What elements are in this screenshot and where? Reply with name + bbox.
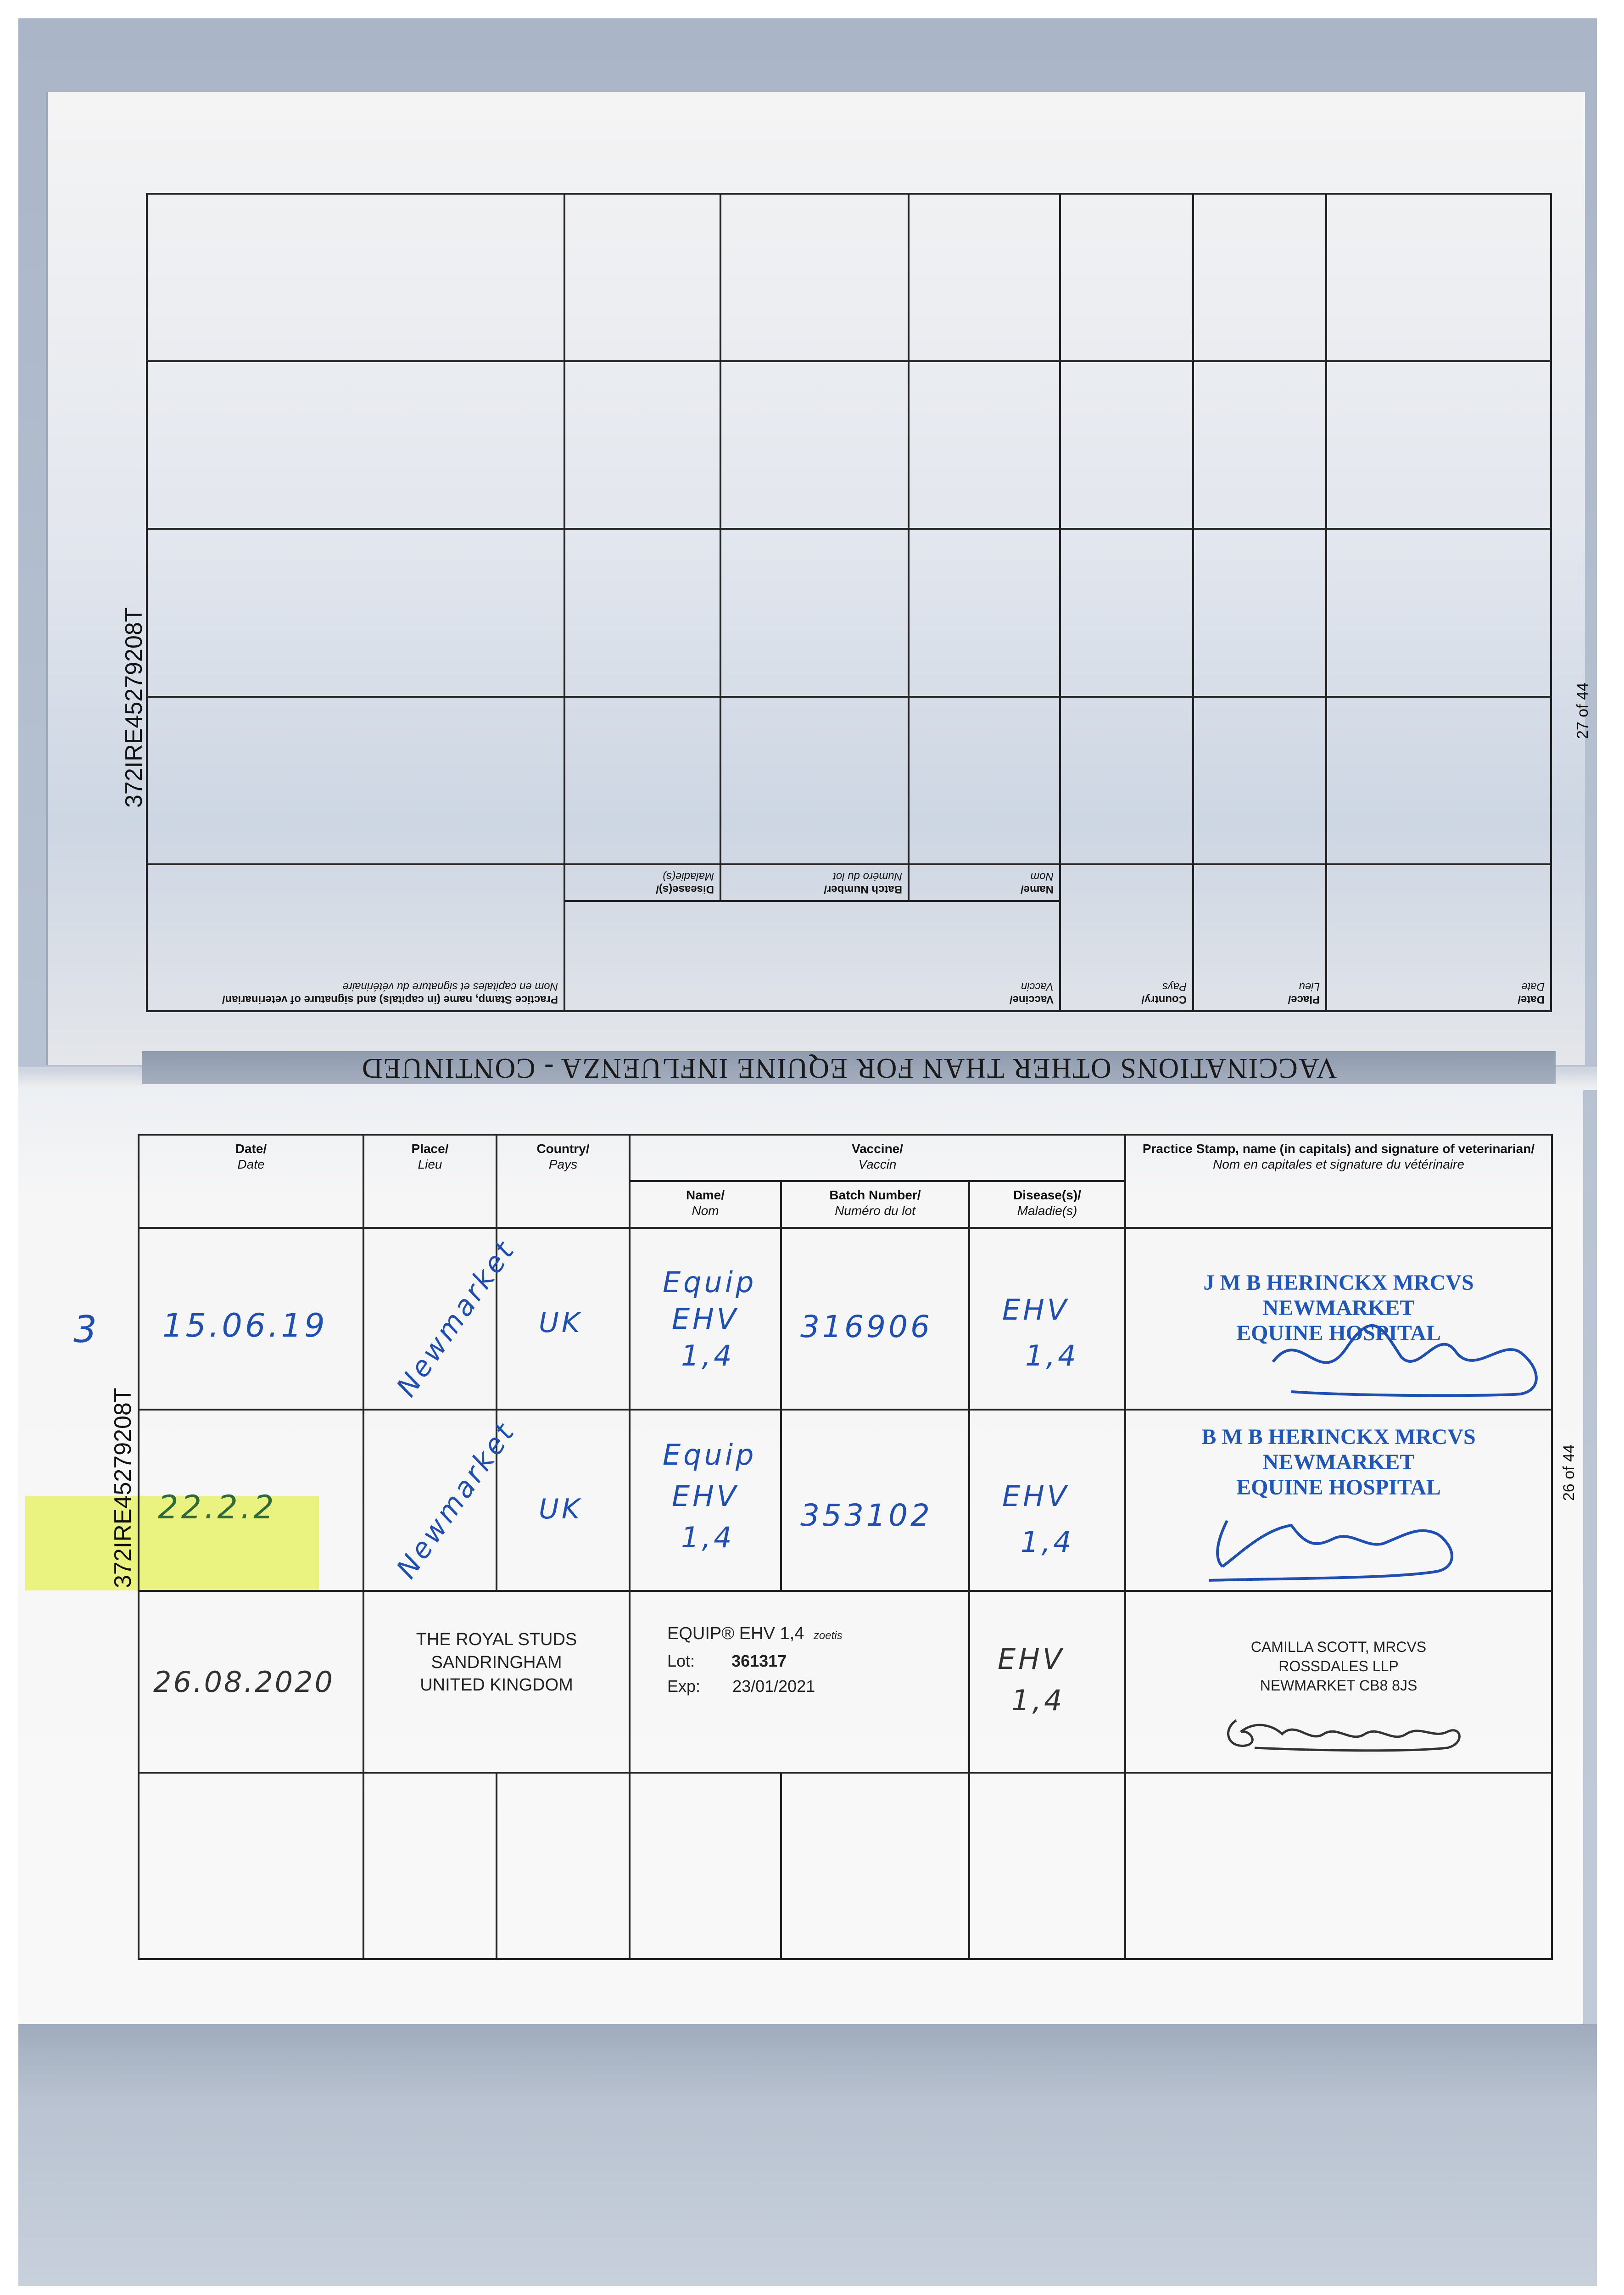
table-row [139, 1773, 1552, 1959]
stamp-cell [1125, 1228, 1552, 1410]
disease-header: Disease(s)/ Maladie(s) [969, 1181, 1125, 1227]
upper-vaccination-table [148, 193, 1552, 1012]
disease-cell [969, 1228, 1125, 1410]
batch-cell [781, 1410, 969, 1591]
vaccine-name-cell [630, 1228, 781, 1410]
exp-line [667, 1677, 815, 1696]
place-value: Newmarket [390, 1415, 522, 1584]
vaccine-label-cell [630, 1591, 969, 1773]
place-value: Newmarket [390, 1234, 522, 1403]
lower-passport-code: 372IRE45279208T [110, 1388, 136, 1588]
date-value: 22.2.2 [158, 1488, 277, 1526]
disease-cell [969, 1591, 1125, 1773]
vaccine-name-cell [630, 1410, 781, 1591]
stamp-cell [1125, 1410, 1552, 1591]
upper-batch-header: Batch Number/ Numéro du lot [720, 864, 909, 901]
date-cell [139, 1591, 363, 1773]
country-value: UK [539, 1306, 583, 1339]
upper-date-header: Date/ Date [1326, 864, 1551, 1011]
date-cell [139, 1773, 363, 1959]
upper-practice-header: Practice Stamp, name (in capitals) and signature of veterinarian/ Nom en capitales et signature du vétérinaire [147, 864, 564, 1011]
batch-cell [781, 1228, 969, 1410]
disease-line: 1,4 [1025, 1338, 1079, 1372]
country-value: UK [539, 1493, 583, 1525]
vaccine-name-line: 1,4 [681, 1338, 735, 1372]
stamp-line: EQUINE HOSPITAL [1236, 1321, 1441, 1346]
date-value: 26.08.2020 [153, 1665, 335, 1699]
lot-label: Lot: [667, 1651, 695, 1671]
lot-value: 361317 [731, 1651, 787, 1671]
vet-signature [1264, 1298, 1548, 1399]
place-cell [363, 1410, 522, 1591]
practice-header: Practice Stamp, name (in capitals) and signature of veterinarian/ Nom en capitales et signature du vétérinaire [1125, 1135, 1552, 1228]
upper-vaccine-header: Vaccine/ Vaccin [564, 901, 1060, 1011]
place-line: UNITED KINGDOM [420, 1675, 573, 1695]
vaccine-name-line: EHV [672, 1479, 739, 1513]
vaccine-name-line: 1,4 [681, 1520, 735, 1554]
stamp-line: B M B HERINCKX MRCVS [1201, 1424, 1476, 1449]
stamp-line: EQUINE HOSPITAL [1236, 1475, 1441, 1500]
place-cell [363, 1773, 497, 1959]
name-header: Name/ Nom [630, 1181, 781, 1227]
table-row [139, 1591, 1552, 1773]
upper-blank-row [147, 361, 1551, 529]
vaccine-name-line: EHV [672, 1302, 739, 1336]
vet-signature [1218, 1702, 1475, 1762]
row-marker: 3 [73, 1308, 97, 1351]
batch-cell [781, 1773, 969, 1959]
vaccine-header: Vaccine/ Vaccin [630, 1135, 1125, 1181]
upper-passport-code: 372IRE45279208T [121, 607, 147, 808]
batch-header: Batch Number/ Numéro du lot [781, 1181, 969, 1227]
place-cell [363, 1228, 522, 1410]
bottom-scan-band [18, 2024, 1597, 2286]
upper-blank-row [147, 529, 1551, 697]
vaccine-name-line: Equip [663, 1438, 757, 1472]
vaccine-name-line: Equip [663, 1265, 757, 1299]
banner-title: VACCINATIONS OTHER THAN FOR EQUINE INFLUENZA - CONTINUED [361, 1052, 1337, 1084]
stamp-line: CAMILLA SCOTT, MRCVS [1250, 1639, 1427, 1656]
upper-page-number: 27 of 44 [1574, 683, 1591, 739]
vet-signature [1200, 1498, 1521, 1590]
vet-stamp [1126, 1638, 1551, 1695]
stamp-line: NEWMARKET [1262, 1450, 1415, 1474]
country-cell [497, 1228, 630, 1410]
batch-value: 353102 [800, 1497, 932, 1533]
lower-page-number: 26 of 44 [1560, 1444, 1578, 1501]
upper-country-header: Country/ Pays [1060, 864, 1193, 1011]
stamp-line: ROSSDALES LLP [1278, 1657, 1399, 1674]
disease-cell [969, 1773, 1125, 1959]
country-cell [497, 1773, 630, 1959]
vaccine-label [667, 1624, 843, 1644]
stamp-cell [1125, 1773, 1552, 1959]
disease-line: EHV [1002, 1479, 1070, 1513]
section-banner [142, 1051, 1556, 1084]
country-cell [497, 1410, 630, 1591]
place-stamp [364, 1629, 629, 1696]
exp-label: Exp: [667, 1677, 701, 1696]
date-cell [139, 1410, 363, 1591]
date-cell [139, 1228, 363, 1410]
upper-blank-row [147, 194, 1551, 361]
batch-value: 316906 [800, 1309, 932, 1344]
date-header: Date/ Date [139, 1135, 363, 1228]
table-row [139, 1228, 1552, 1410]
upper-blank-row [147, 697, 1551, 864]
table-row [139, 1410, 1552, 1591]
stamp-line: J M B HERINCKX MRCVS [1203, 1270, 1474, 1295]
vet-stamp [1126, 1424, 1551, 1500]
vaccine-product: EQUIP® EHV 1,4 [667, 1624, 804, 1644]
upper-name-header: Name/ Nom [909, 864, 1060, 901]
disease-cell [969, 1410, 1125, 1591]
country-header: Country/ Pays [497, 1135, 630, 1228]
upper-place-header: Place/ Lieu [1193, 864, 1326, 1011]
vaccine-brand: zoetis [813, 1629, 843, 1642]
disease-line: EHV [998, 1642, 1065, 1676]
disease-line: 1,4 [1021, 1525, 1074, 1559]
lot-line [667, 1651, 787, 1671]
date-value: 15.06.19 [162, 1306, 328, 1344]
place-line: SANDRINGHAM [431, 1652, 562, 1672]
upper-disease-header: Disease(s)/ Maladie(s) [564, 864, 720, 901]
vaccination-table [138, 1134, 1553, 1960]
place-country-cell [363, 1591, 630, 1773]
stamp-line: NEWMARKET CB8 8JS [1260, 1677, 1418, 1694]
disease-line: EHV [1002, 1293, 1070, 1327]
exp-value: 23/01/2021 [732, 1677, 815, 1696]
stamp-line: NEWMARKET [1262, 1296, 1415, 1321]
vaccine-name-cell [630, 1773, 781, 1959]
stamp-cell [1125, 1591, 1552, 1773]
disease-line: 1,4 [1011, 1684, 1065, 1718]
place-line: THE ROYAL STUDS [416, 1630, 577, 1650]
place-header: Place/ Lieu [363, 1135, 497, 1228]
